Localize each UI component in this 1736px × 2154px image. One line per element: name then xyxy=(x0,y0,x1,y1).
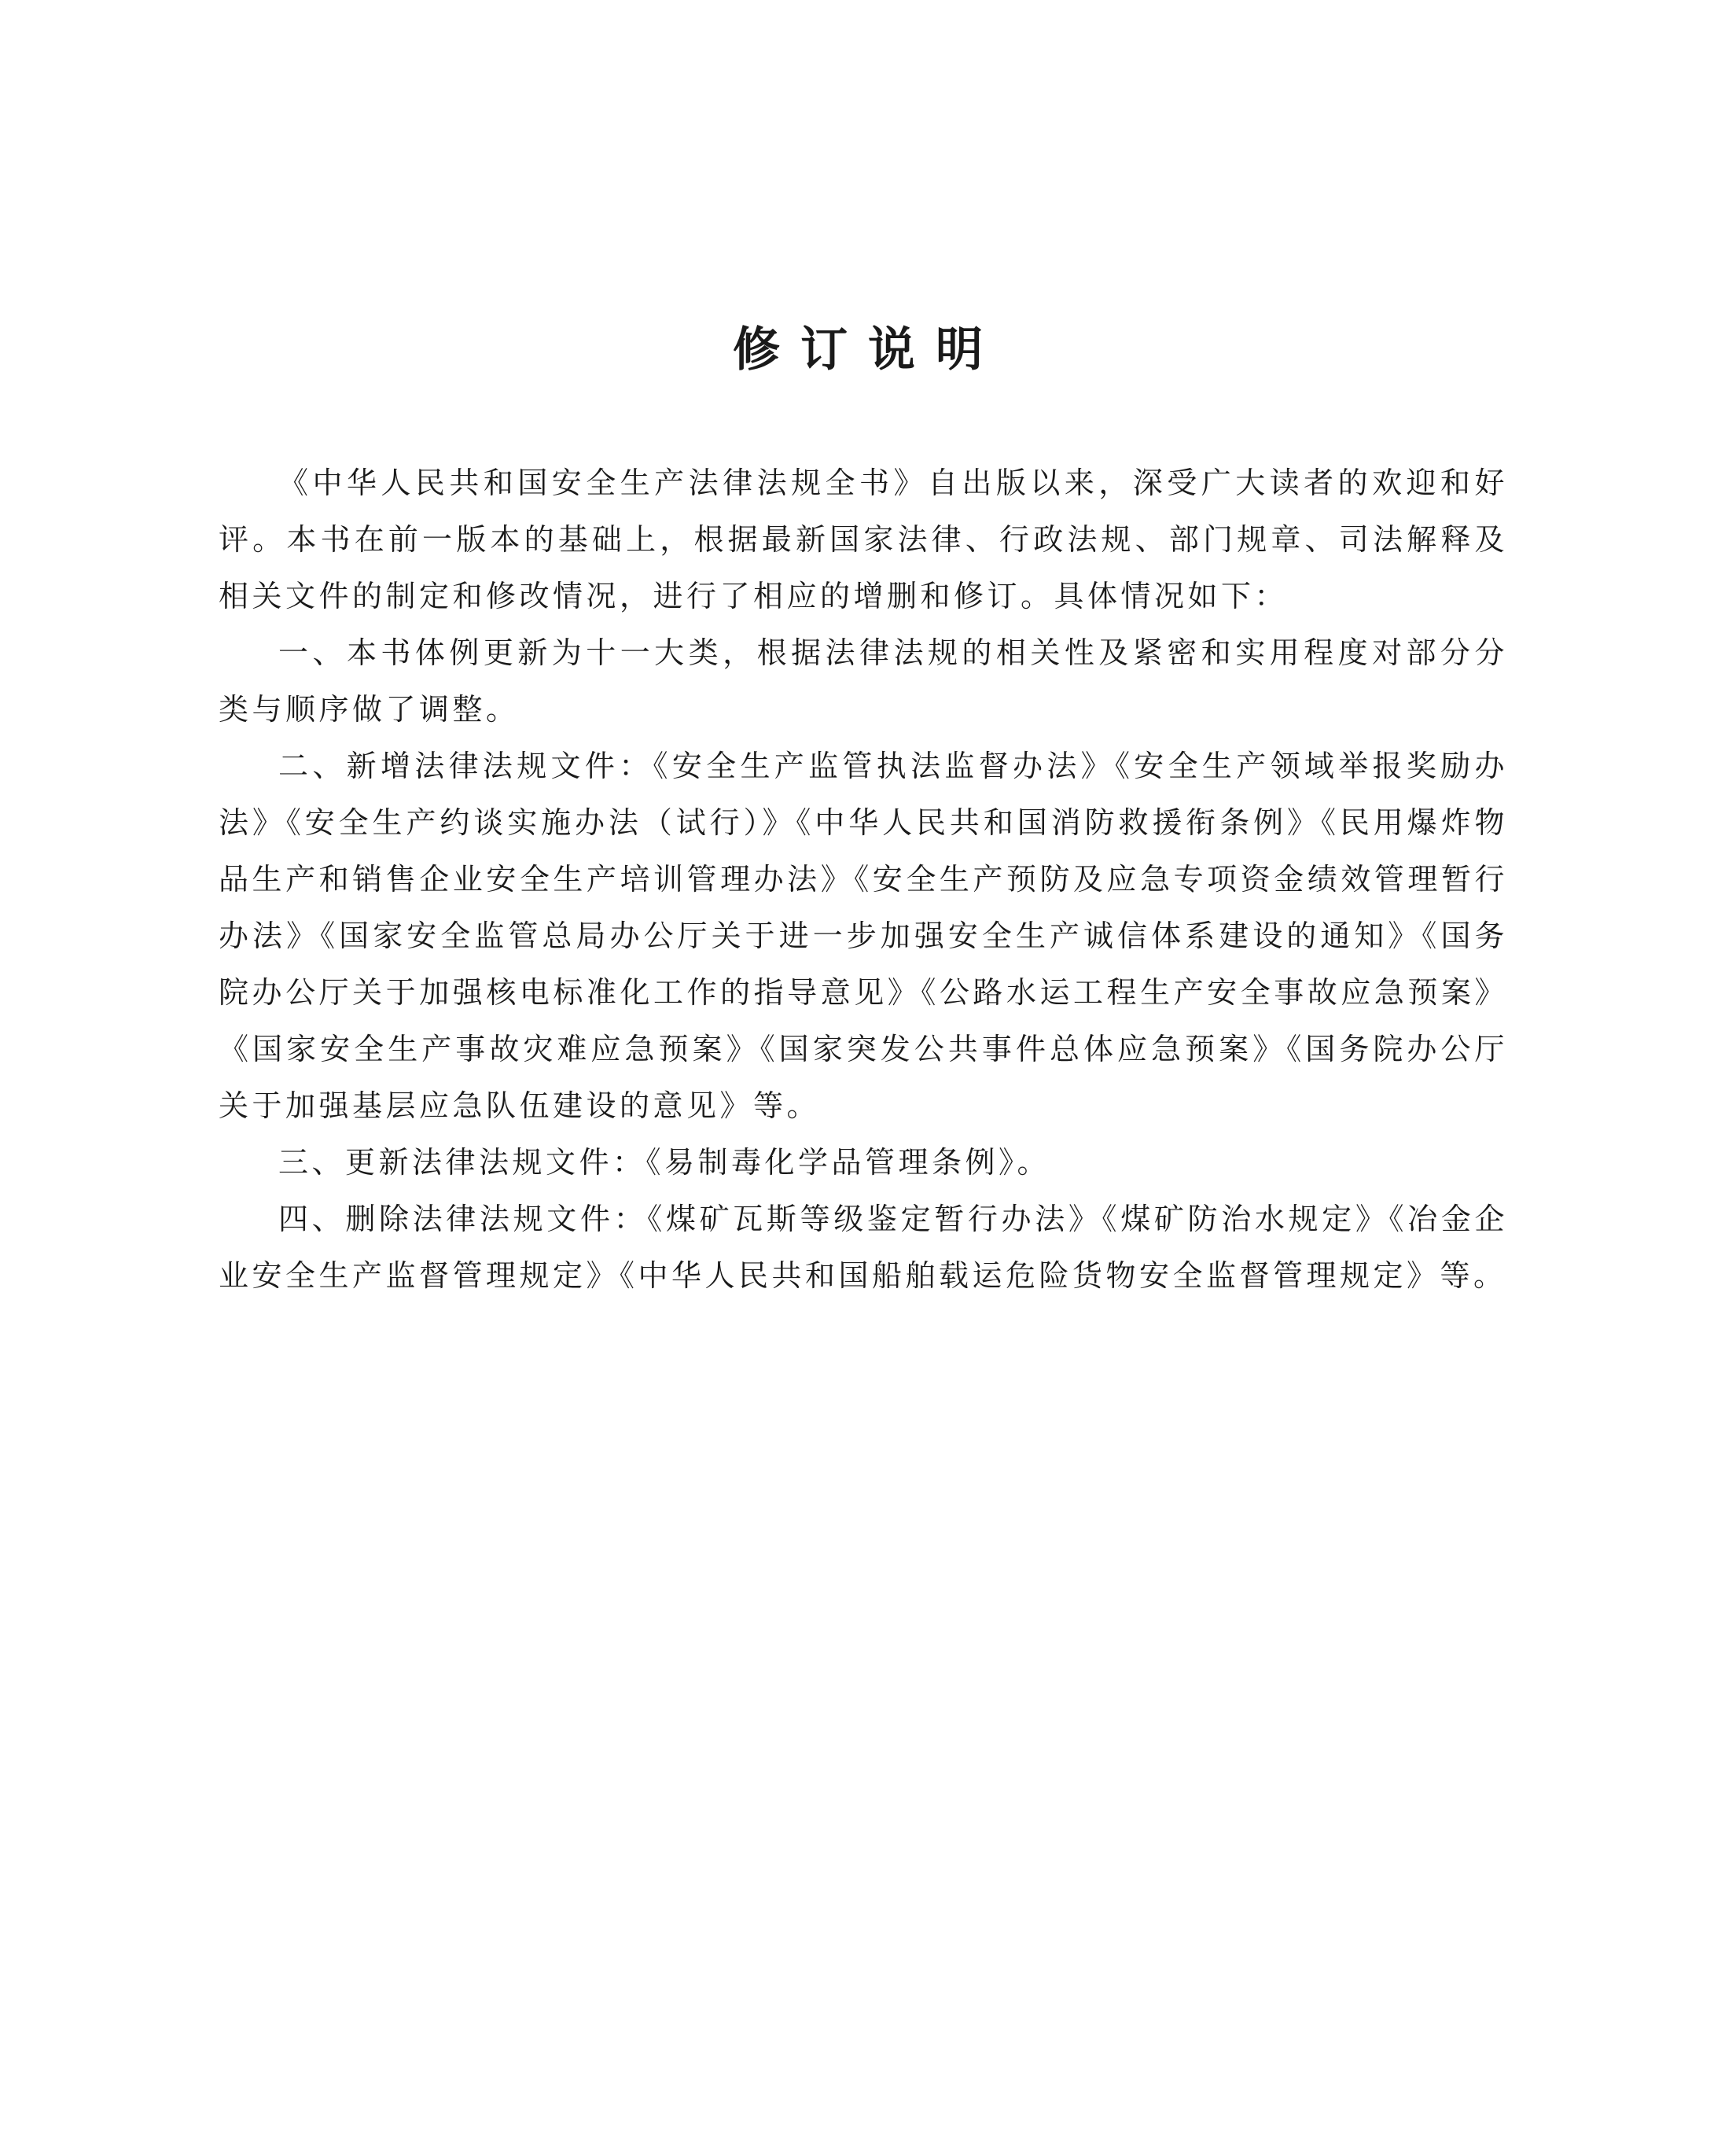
page-title: 修订说明 xyxy=(733,322,1003,377)
paragraph-item-3: 三、更新法律法规文件：《易制毒化学品管理条例》。 xyxy=(278,1145,1051,1180)
paragraph-item-2: 二、新增法律法规文件：《安全生产监管执法监督办法》《安全生产领域举报奖励办法》《安全生产约谈实施办法（试行）》《中华人民共和国消防救援衔条例》《民用爆炸物品生产和销售企业安全生产培训管理办法》《安全生产预防及应急专项资金绩效管理暂行办法》《国家安全监管总局办公厅关于进一步加强安全生产诚信体系建设的通知》《国务院办公厅关于加强核电标准化工作的指导意见》《公路水运工程生产安全事故应急预案》《国家安全生产事故灾难应急预案》《国家突发公共事件总体应急预案》《国务院办公厅关于加强基层应急队伍建设的意见》等。 xyxy=(219,749,1508,1123)
body-text xyxy=(219,455,1508,1304)
paragraph-item-1: 一、本书体例更新为十一大类，根据法律法规的相关性及紧密和实用程度对部分分类与顺序做了调整。 xyxy=(219,635,1508,727)
paragraph-intro: 《中华人民共和国安全生产法律法规全书》自出版以来，深受广大读者的欢迎和好评。本书在前一版本的基础上，根据最新国家法律、行政法规、部门规章、司法解释及相关文件的制定和修改情况，进行了相应的增删和修订。具体情况如下： xyxy=(219,466,1508,613)
paragraph-item-4: 四、删除法律法规文件：《煤矿瓦斯等级鉴定暂行办法》《煤矿防治水规定》《冶金企业安全生产监督管理规定》《中华人民共和国船舶载运危险货物安全监督管理规定》等。 xyxy=(219,1202,1508,1293)
